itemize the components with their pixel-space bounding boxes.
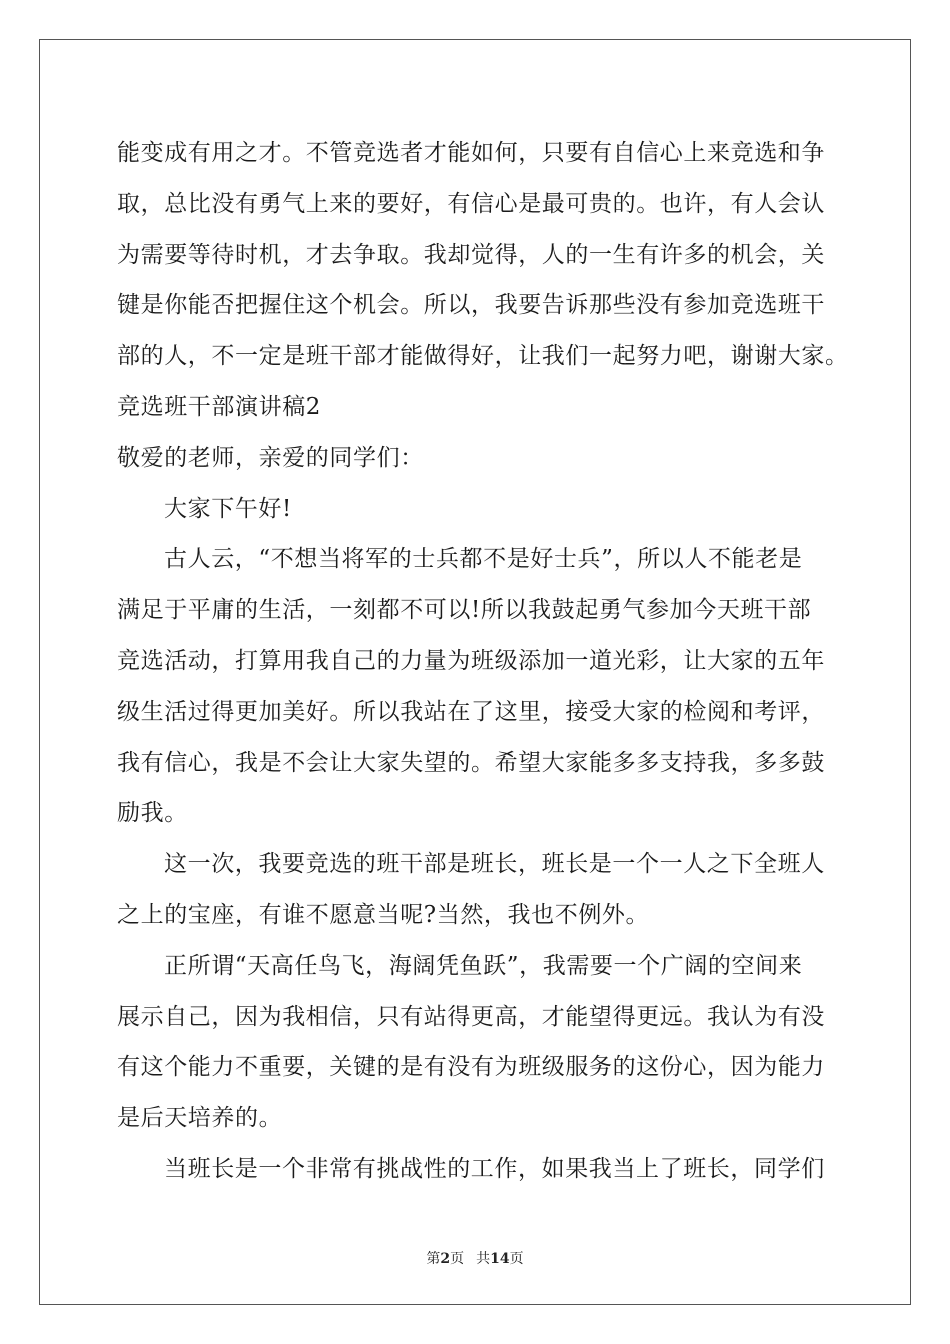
text-line: 之上的宝座，有谁不愿意当呢?当然，我也不例外。: [117, 901, 650, 928]
footer-total-prefix: 共: [476, 1251, 491, 1267]
document-body: [117, 128, 849, 1195]
text-line: 敬爱的老师，亲爱的同学们：: [117, 444, 424, 471]
text-line: 满足于平庸的生活，一刻都不可以!所以我鼓起勇气参加今天班干部: [117, 597, 812, 624]
text-line: 竞选活动，打算用我自己的力量为班级添加一道光彩，让大家的五年: [117, 647, 825, 674]
text-line: 能变成有用之才。不管竞选者才能如何，只要有自信心上来竞选和争: [117, 140, 825, 166]
text-line: 古人云，“不想当将军的士兵都不是好士兵”，所以人不能老是: [164, 546, 803, 573]
text-line: 正所谓“天高任鸟飞，海阔凭鱼跃”，我需要一个广阔的空间来: [164, 952, 803, 979]
text-line: 我有信心，我是不会让大家失望的。希望大家能多多支持我，多多鼓: [117, 749, 825, 776]
text-line: 有这个能力不重要，关键的是有没有为班级服务的这份心，因为能力: [117, 1054, 825, 1081]
text-line: 励我。: [117, 800, 188, 827]
footer-total-suffix: 页: [509, 1251, 524, 1267]
text-line: 这一次，我要竞选的班干部是班长，班长是一个一人之下全班人: [164, 851, 825, 878]
text-line: 级生活过得更加美好。所以我站在了这里，接受大家的检阅和考评，: [117, 698, 825, 725]
text-line: 大家下午好!: [164, 495, 292, 522]
footer-prefix: 第: [426, 1251, 441, 1267]
footer-total-pages: 14: [490, 1251, 510, 1267]
text-line: 为需要等待时机，才去争取。我却觉得，人的一生有许多的机会，关: [117, 241, 825, 268]
page-footer: [0, 1248, 950, 1268]
text-line: 竞选班干部演讲稿2: [117, 393, 322, 420]
text-line: 键是你能否把握住这个机会。所以，我要告诉那些没有参加竞选班干: [117, 292, 825, 319]
text-line: 是后天培养的。: [117, 1105, 283, 1132]
text-line: 展示自己，因为我相信，只有站得更高，才能望得更远。我认为有没: [117, 1003, 825, 1030]
text-line: 取，总比没有勇气上来的要好，有信心是最可贵的。也许，有人会认: [117, 190, 825, 217]
text-line: 部的人，不一定是班干部才能做得好，让我们一起努力吧，谢谢大家。: [117, 343, 849, 370]
text-line: 当班长是一个非常有挑战性的工作，如果我当上了班长，同学们: [164, 1155, 825, 1182]
footer-current-page: 2: [440, 1251, 451, 1267]
footer-page-suffix: 页: [450, 1251, 465, 1267]
